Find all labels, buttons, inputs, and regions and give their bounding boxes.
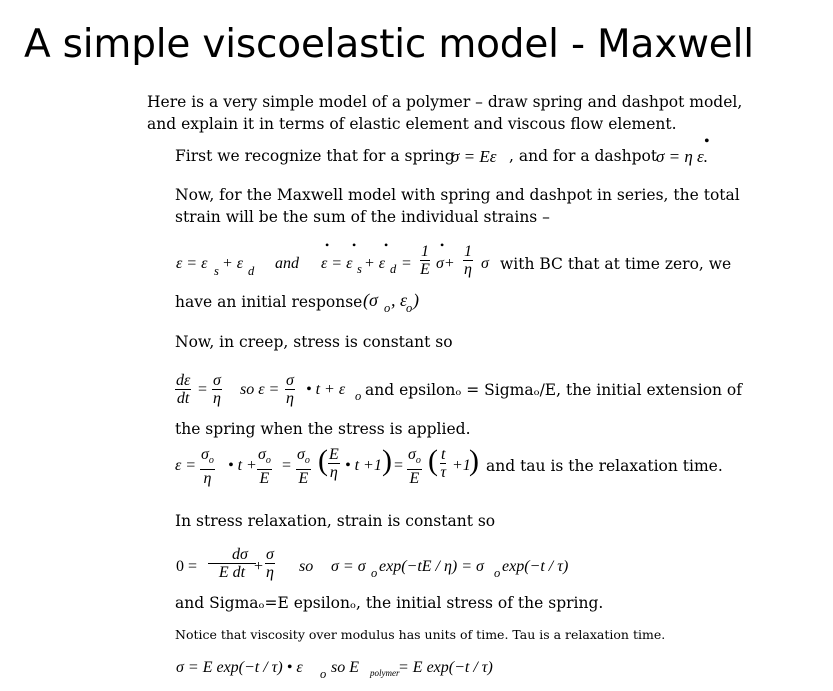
paren-open: (	[428, 444, 438, 477]
numerator: σ	[266, 546, 274, 563]
strain-eq-left: ε = ε	[176, 255, 208, 272]
denominator: E	[259, 470, 270, 488]
sigma-plus: σ+	[436, 255, 455, 272]
denominator: E	[420, 261, 430, 278]
tau-frac-1	[200, 446, 215, 488]
relax-exp-2: exp(−t / τ)	[502, 558, 569, 575]
tau-frac-3	[296, 446, 311, 488]
relax-result: σ = σ	[331, 558, 366, 575]
dot-accent: •	[704, 133, 710, 150]
strain-sub-s: s	[214, 264, 219, 278]
relax-text: In stress relaxation, strain is constant so	[175, 512, 496, 530]
denominator: dt	[176, 390, 190, 407]
maxwell-line-2: strain will be the sum of the individual strains –	[175, 208, 550, 226]
numerator: E	[329, 446, 339, 463]
initial-sub: o	[384, 301, 391, 315]
denominator: η	[464, 261, 472, 278]
creep-deps-dt	[175, 372, 191, 408]
creep-sub: o	[355, 389, 362, 403]
numerator: $\sigma_o$	[296, 446, 311, 470]
numerator: 1	[464, 243, 472, 260]
maxwell-line-1: Now, for the Maxwell model with spring and dashpot in series, the total	[175, 186, 740, 204]
initial-sub: o	[406, 301, 413, 315]
equals-sign: =	[198, 381, 208, 398]
tau-frac-5	[407, 446, 422, 488]
initial-text: have an initial response	[175, 293, 363, 311]
rate-sub-s: s	[357, 262, 362, 276]
and-word: and	[275, 255, 299, 272]
relax-frac-dsigma	[208, 546, 256, 582]
dot-accent: •	[352, 238, 357, 252]
final-eq-2: = E exp(−t / τ)	[398, 659, 493, 676]
denominator: η	[212, 390, 221, 407]
rate-plus: + ε	[364, 255, 386, 272]
final-sub: o	[320, 667, 327, 681]
tau-bullet-t: • t +	[228, 457, 257, 474]
strain-sub-d: d	[248, 264, 255, 278]
denominator: η	[285, 390, 294, 407]
relax-sub: o	[371, 566, 378, 580]
dot-accent: •	[440, 238, 445, 252]
dashpot-text: , and for a dashpot	[509, 147, 658, 165]
relax-frac-sigma-eta	[265, 546, 275, 582]
final-so: so E	[331, 659, 359, 676]
tau-frac-4	[328, 446, 340, 482]
creep-sigma-eta	[212, 372, 222, 408]
relax-plus: +	[254, 558, 264, 575]
paren-close: )	[382, 444, 392, 477]
rate-equals: =	[402, 255, 412, 272]
initial-close: )	[413, 290, 419, 310]
final-eq-1: σ = E exp(−t / τ) • ε	[176, 659, 303, 676]
bc-text: with BC that at time zero, we	[500, 255, 732, 273]
denominator: η	[265, 564, 274, 581]
fraction-one-over-eta	[463, 243, 473, 279]
denominator: η	[329, 464, 338, 481]
fraction-one-over-E	[420, 243, 430, 279]
tau-frac-6	[440, 446, 446, 482]
numerator: 1	[421, 243, 429, 260]
dot-accent: •	[384, 238, 389, 252]
spring-equation: σ = Eε	[451, 147, 497, 166]
numerator: t	[441, 446, 446, 463]
intro-line-2: and explain it in terms of elastic element and viscous flow element.	[147, 115, 677, 133]
paren-close: )	[469, 444, 479, 477]
numerator: dε	[176, 372, 191, 389]
numerator: σ	[213, 372, 221, 389]
denominator: η	[203, 470, 212, 488]
creep-tail: • t + ε	[306, 381, 346, 398]
dashpot-equation: σ = η ε.	[656, 147, 708, 166]
sigma-initial-text: and Sigmaₒ=E epsilonₒ, the initial stress of the spring.	[175, 594, 604, 612]
denominator: E	[409, 470, 420, 488]
intro-line-1: Here is a very simple model of a polymer – draw spring and dashpot model,	[147, 93, 743, 111]
notice-text: Notice that viscosity over modulus has units of time. Tau is a relaxation time.	[175, 627, 666, 642]
relax-so: so	[299, 558, 314, 575]
equals-sign: =	[394, 457, 404, 474]
numerator: $\sigma_o$	[257, 446, 272, 470]
rate-sub-d: d	[390, 262, 397, 276]
numerator: dσ	[208, 546, 256, 564]
creep-text: Now, in creep, stress is constant so	[175, 333, 453, 351]
relax-sub: o	[494, 566, 501, 580]
relax-zero: 0 =	[176, 558, 198, 575]
relax-exp-1: exp(−tE / η) = σ	[379, 558, 484, 575]
spring-applied-text: the spring when the stress is applied.	[175, 420, 471, 438]
creep-sigma-eta-2	[285, 372, 295, 408]
rate-eq: ε = ε	[321, 255, 353, 272]
final-sub-poly: polymer	[370, 668, 400, 678]
spring-text: First we recognize that for a spring	[175, 147, 455, 165]
denominator: τ	[440, 464, 447, 481]
sigma-end: σ	[481, 255, 489, 272]
tau-plus-one: +1	[452, 457, 471, 474]
denominator: E dt	[218, 564, 246, 581]
dot-accent: •	[325, 238, 330, 252]
epsilon-text: and epsilonₒ = Sigmaₒ/E, the initial extension of	[365, 381, 743, 399]
paren-open: (	[318, 444, 328, 477]
numerator: $\sigma_o$	[200, 446, 215, 470]
slide-title: A simple viscoelastic model - Maxwell	[24, 22, 754, 67]
tau-text: and tau is the relaxation time.	[486, 457, 723, 475]
creep-so: so ε =	[240, 381, 280, 398]
initial-pair: (σ	[363, 290, 378, 310]
tau-eq-eps: ε =	[175, 457, 197, 474]
numerator: σ	[286, 372, 294, 389]
numerator: $\sigma_o$	[407, 446, 422, 470]
initial-comma: , ε	[391, 290, 408, 310]
equals-sign: =	[282, 457, 292, 474]
strain-plus: + ε	[222, 255, 244, 272]
tau-frac-2	[257, 446, 272, 488]
tau-bullet-t-2: • t +1	[345, 457, 382, 474]
denominator: E	[298, 470, 309, 488]
